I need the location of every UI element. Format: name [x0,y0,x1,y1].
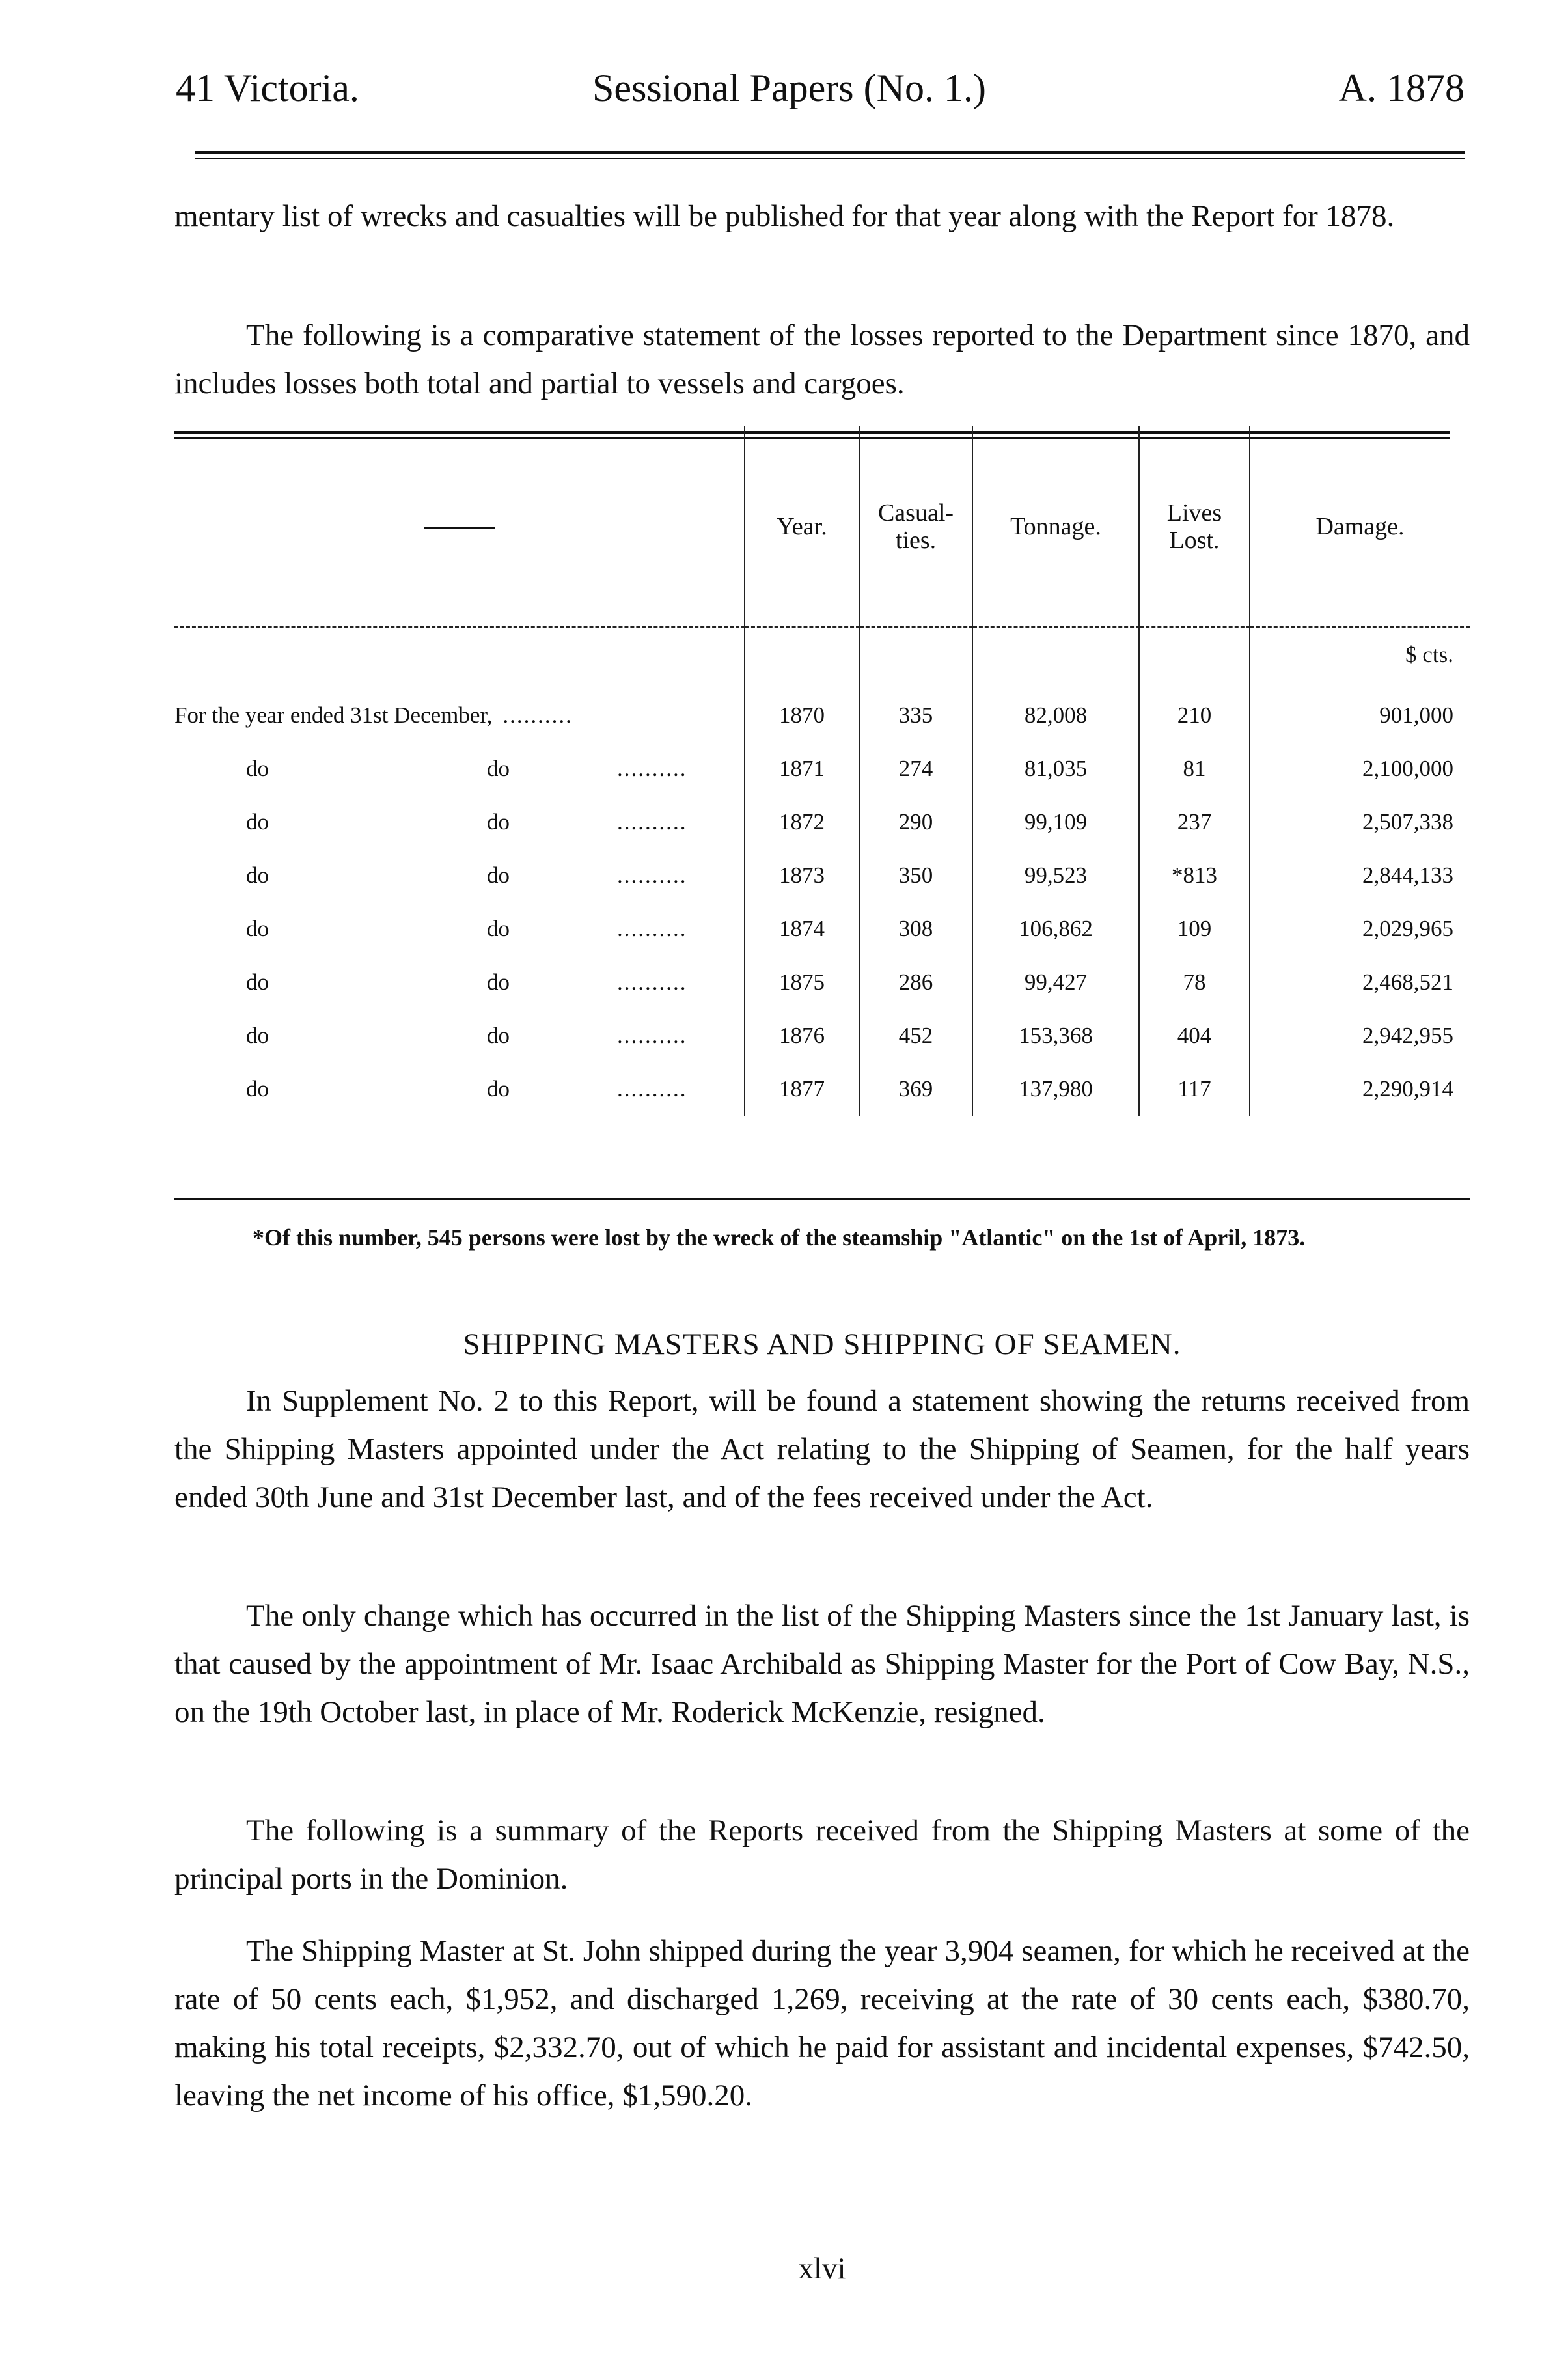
cell-tonnage: 81,035 [972,742,1139,796]
header-year: A. 1878 [1338,66,1465,109]
cell-year: 1875 [745,956,859,1009]
cell-damage: 2,029,965 [1250,902,1470,956]
table-row [174,742,1470,796]
dot-leader: .......... [502,702,573,728]
cell-tonnage: 99,427 [972,956,1139,1009]
table-header-row [174,426,1470,628]
losses-table-container [174,426,1470,1116]
cell-casualties: 452 [859,1009,972,1062]
row-label-text: For the year ended 31st December, [174,702,493,728]
dash-mark [424,527,495,529]
row-label [174,956,745,1009]
cell-lives-lost: 109 [1139,902,1250,956]
ditto-mark: do [246,1076,269,1101]
header-damage: Damage. [1250,426,1470,628]
table-footnote [174,1217,1470,1258]
cell-damage: 2,468,521 [1250,956,1470,1009]
cell-casualties: 308 [859,902,972,956]
table-row [174,956,1470,1009]
cell-tonnage: 106,862 [972,902,1139,956]
cell-damage: 2,100,000 [1250,742,1470,796]
cell-year: 1877 [745,1062,859,1116]
cell-tonnage: 99,523 [972,849,1139,902]
cell-damage: 901,000 [1250,689,1470,742]
dot-leader: .......... [617,969,687,995]
ditto-mark: do [246,916,269,941]
table-row [174,849,1470,902]
body-paragraph-st-john: The Shipping Master at St. John shipped during the year 3,904 seamen, for which he received at the rate of 50 cents each, $1,952, and discharged 1,269, receiving at the rate of 30 cents each, $380.70, making his total receipts, $2,332.70, out of which he paid for assistant and incidental expenses, $742.50, leaving the net income of his office, $1,590.20. [174,1934,1470,2112]
cell-lives-lost: 404 [1139,1009,1250,1062]
table-row [174,1009,1470,1062]
cell-year: 1870 [745,689,859,742]
cell-lives-lost: *813 [1139,849,1250,902]
ditto-mark: do [487,1023,510,1048]
row-label [174,1009,745,1062]
dot-leader: .......... [617,1023,687,1048]
row-label [174,689,745,742]
cell-year: 1873 [745,849,859,902]
table-row [174,689,1470,742]
cell-lives-lost: 210 [1139,689,1250,742]
dot-leader: .......... [617,863,687,888]
row-label [174,849,745,902]
cell-casualties: 286 [859,956,972,1009]
ditto-mark: do [487,809,510,835]
table-row [174,902,1470,956]
cell-tonnage: 137,980 [972,1062,1139,1116]
cell-casualties: 274 [859,742,972,796]
cell-year: 1874 [745,902,859,956]
losses-table [174,426,1470,1116]
running-header [176,62,1465,140]
unit-row [174,628,1470,689]
ditto-mark: do [487,863,510,888]
row-label [174,902,745,956]
cell-lives-lost: 81 [1139,742,1250,796]
dot-leader: .......... [617,1076,687,1101]
header-casualties: Casual-ties. [859,426,972,628]
dot-leader: .......... [617,756,687,781]
section-title: SHIPPING MASTERS AND SHIPPING OF SEAMEN. [463,1327,1181,1361]
ditto-mark: do [487,969,510,995]
table-bottom-rule [174,1198,1470,1200]
footnote-text: *Of this number, 545 persons were lost by the wreck of the steamship "Atlantic" on the 1st of April, 1873. [253,1225,1306,1251]
cell-casualties: 350 [859,849,972,902]
cell-casualties: 290 [859,796,972,849]
header-label-dash [174,426,745,628]
intro-paragraph-continued: mentary list of wrecks and casualties will be published for that year along with the Report for 1878. [174,199,1395,233]
ditto-mark: do [246,756,269,781]
cell-year: 1876 [745,1009,859,1062]
cell-year: 1872 [745,796,859,849]
header-tonnage: Tonnage. [972,426,1139,628]
row-label [174,796,745,849]
cell-tonnage: 99,109 [972,796,1139,849]
ditto-mark: do [246,809,269,835]
cell-year: 1871 [745,742,859,796]
ditto-mark: do [246,863,269,888]
cell-damage: 2,844,133 [1250,849,1470,902]
cell-lives-lost: 78 [1139,956,1250,1009]
damage-unit: $ cts. [1250,628,1470,689]
cell-casualties: 369 [859,1062,972,1116]
cell-lives-lost: 237 [1139,796,1250,849]
cell-tonnage: 153,368 [972,1009,1139,1062]
ditto-mark: do [487,916,510,941]
table-row [174,1062,1470,1116]
dot-leader: .......... [617,809,687,835]
cell-damage: 2,290,914 [1250,1062,1470,1116]
ditto-mark: do [246,1023,269,1048]
cell-damage: 2,507,338 [1250,796,1470,849]
cell-lives-lost: 117 [1139,1062,1250,1116]
cell-tonnage: 82,008 [972,689,1139,742]
header-publication: Sessional Papers (No. 1.) [592,66,986,109]
ditto-mark: do [487,756,510,781]
table-row [174,796,1470,849]
page-number: xlvi [798,2252,846,2286]
header-lives-lost: Lives Lost. [1139,426,1250,628]
ditto-mark: do [246,969,269,995]
row-label [174,1062,745,1116]
row-label [174,742,745,796]
header-regnal-year: 41 Victoria. [176,66,359,109]
ditto-mark: do [487,1076,510,1101]
dot-leader: .......... [617,916,687,941]
body-paragraph-change: The only change which has occurred in the list of the Shipping Masters since the 1st January last, is that caused by the appointment of Mr. Isaac Archibald as Shipping Master for the Port of Cow Bay, N.S., on the 19th October last, in place of Mr. Roderick McKenzie, resigned. [174,1599,1470,1729]
body-paragraph-supplement: In Supplement No. 2 to this Report, will be found a statement showing the returns received from the Shipping Masters appointed under the Act relating to the Shipping of Seamen, for the half years ended 30th June and 31st December last, and of the fees received under the Act. [174,1384,1470,1514]
intro-paragraph-comparative: The following is a comparative statement of the losses reported to the Department since 1870, and includes losses both total and partial to vessels and cargoes. [174,318,1470,400]
cell-damage: 2,942,955 [1250,1009,1470,1062]
body-paragraph-summary: The following is a summary of the Reports received from the Shipping Masters at some of the principal ports in the Dominion. [174,1814,1470,1896]
cell-casualties: 335 [859,689,972,742]
header-year: Year. [745,426,859,628]
header-rule [195,151,1465,159]
